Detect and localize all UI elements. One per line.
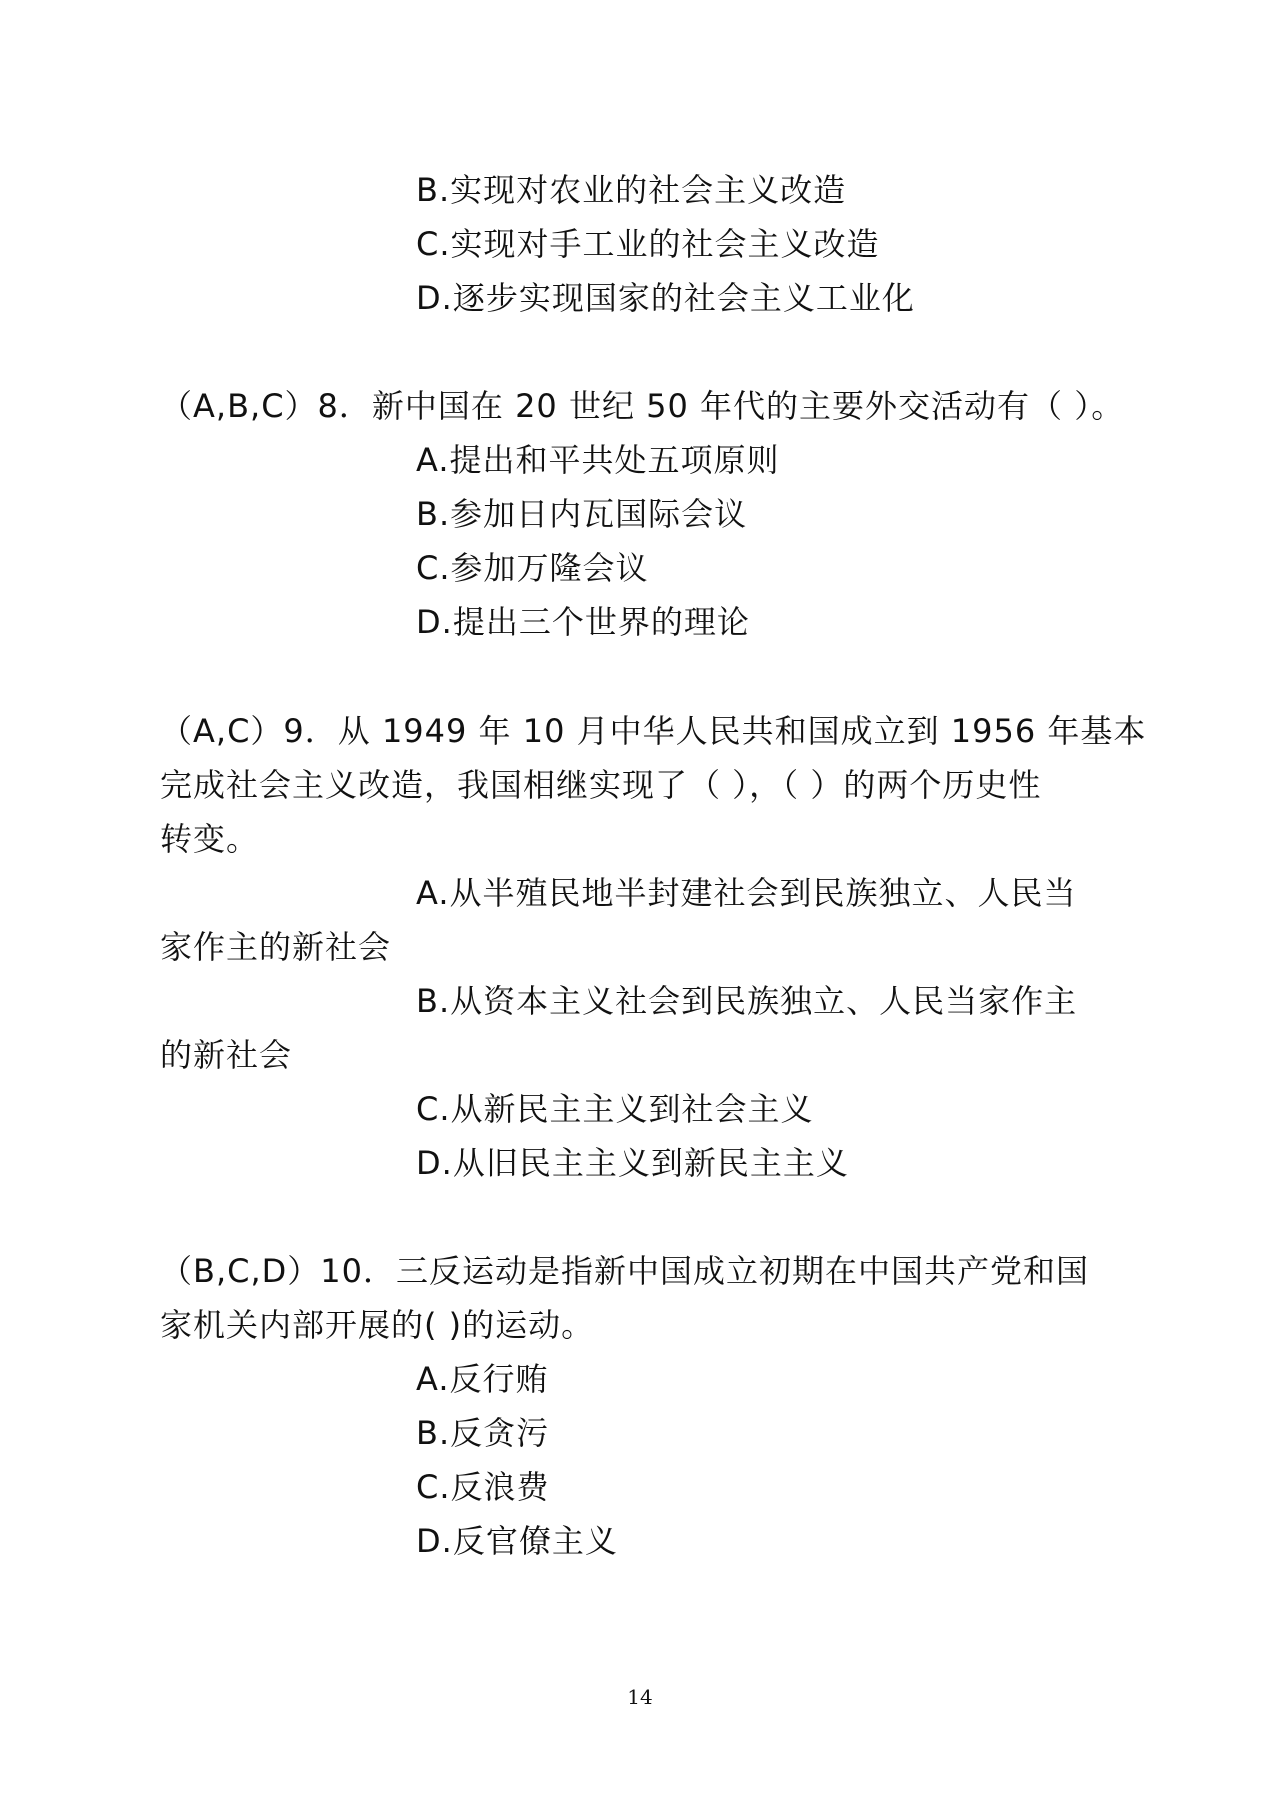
q8-option-d: D.提出三个世界的理论 — [416, 603, 750, 641]
q7-option-d: D.逐步实现国家的社会主义工业化 — [416, 279, 915, 317]
q10-stem-line2: 家机关内部开展的( )的运动。 — [160, 1306, 595, 1344]
q10-option-d: D.反官僚主义 — [416, 1522, 618, 1560]
q10-option-c: C.反浪费 — [416, 1468, 550, 1506]
q8-option-c: C.参加万隆会议 — [416, 549, 649, 587]
q9-option-c: C.从新民主主义到社会主义 — [416, 1090, 814, 1128]
q9-option-a-line2: 家作主的新社会 — [160, 928, 392, 966]
page-number: 14 — [627, 1685, 653, 1709]
q7-option-b: B.实现对农业的社会主义改造 — [416, 171, 847, 209]
q9-option-b-line1: B.从资本主义社会到民族独立、人民当家作主 — [416, 982, 1078, 1020]
q10-option-a: A.反行贿 — [416, 1360, 549, 1398]
q10-stem-line1: （B,C,D）10．三反运动是指新中国成立初期在中国共产党和国 — [160, 1252, 1090, 1290]
q9-option-b-line2: 的新社会 — [160, 1036, 293, 1074]
q10-option-b: B.反贪污 — [416, 1414, 550, 1452]
q9-stem-line2: 完成社会主义改造，我国相继实现了（ ），（ ）的两个历史性 — [160, 766, 1042, 804]
q9-option-d: D.从旧民主主义到新民主主义 — [416, 1144, 849, 1182]
q8-option-a: A.提出和平共处五项原则 — [416, 441, 780, 479]
q9-option-a-line1: A.从半殖民地半封建社会到民族独立、人民当 — [416, 874, 1077, 912]
q9-stem-line1: （A,C）9．从 1949 年 10 月中华人民共和国成立到 1956 年基本 — [160, 712, 1147, 750]
q7-option-c: C.实现对手工业的社会主义改造 — [416, 225, 880, 263]
q8-stem: （A,B,C）8．新中国在 20 世纪 50 年代的主要外交活动有（ ）。 — [160, 387, 1125, 425]
q9-stem-line3: 转变。 — [160, 820, 260, 858]
q8-option-b: B.参加日内瓦国际会议 — [416, 495, 748, 533]
